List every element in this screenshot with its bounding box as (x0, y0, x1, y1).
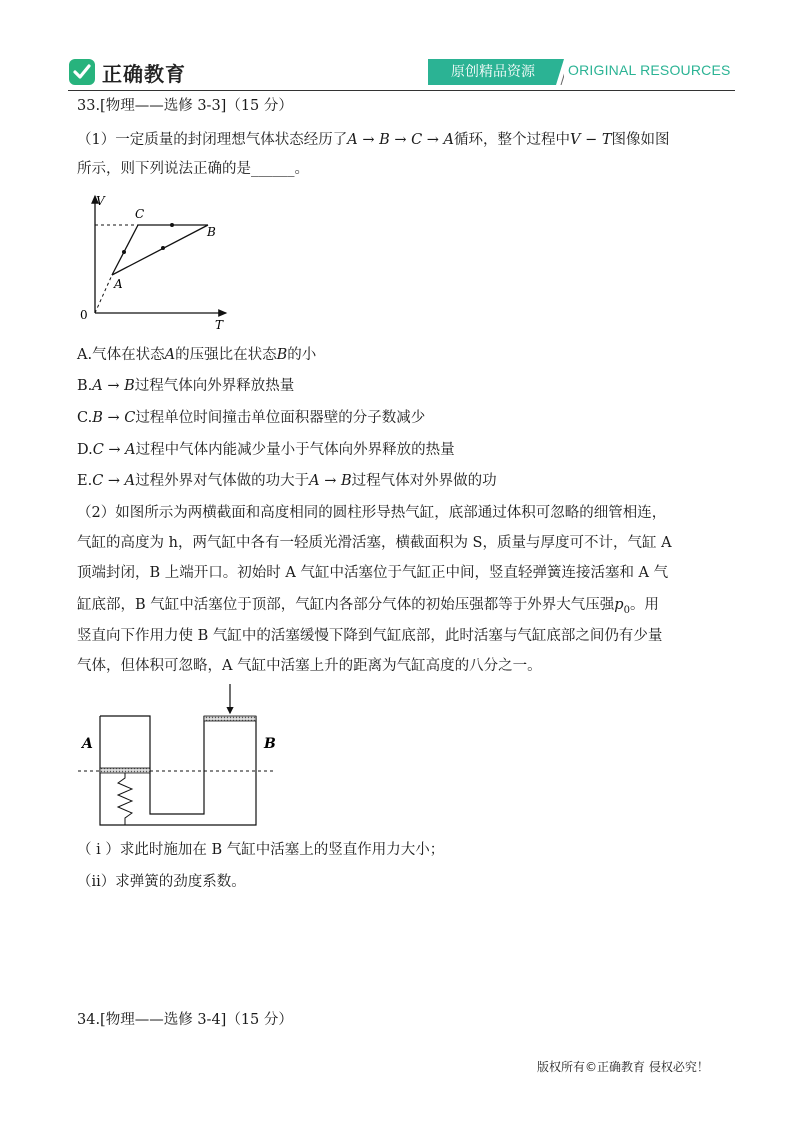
cycle-expression: A → B → C → A (347, 132, 455, 148)
brand-name: 正确教育 (102, 61, 186, 86)
point-a-label: A (114, 277, 123, 291)
option-e: E.C → A过程外界对气体做的功大于A → B过程气体对外界做的功 (77, 473, 497, 489)
option-c: C.B → C过程单位时间撞击单位面积器壁的分子数减少 (77, 410, 426, 426)
q34-title: 34.[物理——选修 3-4]（15 分） (77, 1012, 293, 1028)
q33-part2-line1: （2）如图所示为两横截面和高度相同的圆柱形导热气缸，底部通过体积可忽略的细管相连， (77, 505, 667, 521)
option-b: B.A → B过程气体向外界释放热量 (77, 378, 295, 394)
brand-logo (68, 55, 198, 89)
ca-direction-mark (122, 250, 126, 254)
q33-part2-line5: 竖直向下作用力使 B 气缸中的活塞缓慢下降到气缸底部，此时活塞与气缸底部之间仍有少量 (77, 628, 663, 644)
q33-part1-line1: （1）一定质量的封闭理想气体状态经历了A → B → C → A循环，整个过程中V − T图像如图 (77, 132, 670, 148)
header-divider (68, 90, 735, 91)
piston-b (204, 716, 256, 721)
check-logo-icon (68, 58, 96, 86)
original-resources-text: ORIGINAL RESOURCES (568, 62, 731, 78)
cylinder-a-label: A (82, 736, 93, 752)
cylinder-diagram (76, 680, 286, 830)
q33-part2-line4: 缸底部，B 气缸中活塞位于顶部，气缸内各部分气体的初始压强都等于外界大气压强$p_0$。用 (77, 597, 659, 616)
p0-symbol: p (614, 597, 624, 613)
segment-ab (112, 225, 208, 275)
option-d: D.C → A过程中气体内能减少量小于气体向外界释放的热量 (77, 442, 455, 458)
q33-part2-line6: 气体，但体积可忽略，A 气缸中活塞上升的距离为气缸高度的八分之一。 (77, 658, 542, 674)
origin-dashed (95, 275, 112, 313)
inner-wall (100, 716, 204, 814)
point-c-label: C (135, 207, 145, 221)
option-a: A.气体在状态A的压强比在状态B的小 (77, 347, 317, 363)
bc-direction-mark (170, 223, 174, 227)
point-b-label: B (207, 225, 216, 239)
cylinder-b-label: B (264, 736, 276, 752)
vt-expression: V − T (570, 132, 612, 148)
sub-question-i: （ i ）求此时施加在 B 气缸中活塞上的竖直作用力大小； (77, 842, 445, 858)
origin-label: 0 (80, 308, 88, 322)
t-axis-label: T (215, 318, 224, 332)
q33-part2-line3: 顶端封闭，B 上端开口。初始时 A 气缸中活塞位于气缸正中间，竖直轻弹簧连接活塞和 A 气 (77, 565, 669, 581)
q33-title: 33.[物理——选修 3-3]（15 分） (77, 98, 293, 114)
ab-direction-mark (161, 246, 165, 250)
q33-part2-line2: 气缸的高度为 h，两气缸中各有一轻质光滑活塞，横截面积为 S，质量与厚度可不计，气缸 A (77, 535, 672, 551)
spring (118, 773, 132, 825)
q33-part1-line2: 所示，则下列说法正确的是______。 (77, 161, 309, 177)
original-tag (428, 59, 564, 85)
copyright-footer: 版权所有©正确教育 侵权必究！ (537, 1060, 709, 1074)
piston-a (100, 768, 150, 773)
v-axis-label: V (96, 194, 105, 208)
original-tag-text: 原创精品资源 (451, 64, 535, 80)
vt-graph (76, 188, 236, 333)
sub-question-ii: （ii）求弹簧的劲度系数。 (77, 874, 246, 890)
